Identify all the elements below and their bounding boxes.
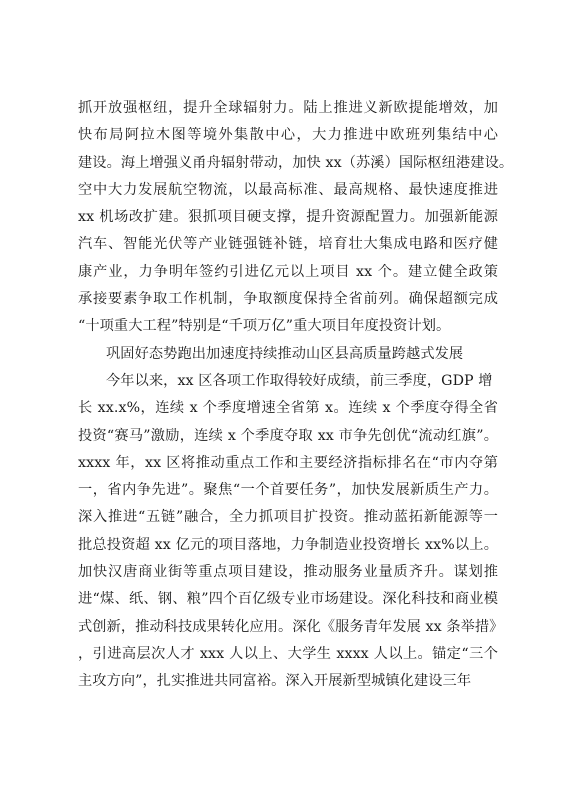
paragraph-line: 进“煤、纸、钢、粮”四个百亿级专业市场建设。深化科技和商业模 — [78, 591, 498, 608]
document-body — [78, 95, 514, 696]
paragraph-line: 抓开放强枢纽，提升全球辐射力。陆上推进义新欧提能增效，加 — [78, 100, 498, 116]
paragraph-line: ，引进高层次人才 xxx 人以上、大学生 xxxx 人以上。锚定“三个 — [78, 645, 498, 662]
paragraph-line: 一，省内争先进”。聚焦“一个首要任务”，加快发展新质生产力。 — [78, 482, 498, 499]
paragraph-line: 承接要素争取工作机制，争取额度保持全省前列。确保超额完成 — [78, 291, 498, 308]
paragraph-line: 康产业，力争明年签约引进亿元以上项目 xx 个。建立健全政策 — [78, 263, 498, 280]
paragraph-line: 加快汉唐商业街等重点项目建设，推动服务业量质齐升。谋划推 — [78, 564, 498, 581]
paragraph-line: 批总投资超 xx 亿元的项目落地，力争制造业投资增长 xx%以上。 — [78, 536, 498, 553]
section-heading: 巩固好态势跑出加速度持续推动山区县高质量跨越式发展 — [106, 345, 464, 362]
paragraph-line: 长 xx.x%，连续 x 个季度增速全省第 x。连续 x 个季度夺得全省 — [78, 400, 498, 417]
paragraph-line: 深入推进“五链”融合，全力抓项目扩投资。推动蓝拓新能源等一 — [78, 509, 498, 526]
paragraph-line: “十项重大工程”特别是“千项万亿”重大项目年度投资计划。 — [78, 318, 451, 335]
paragraph-line: 空中大力发展航空物流，以最高标准、最高规格、最快速度推进 — [78, 181, 498, 198]
paragraph-line: xx 机场改扩建。狠抓项目硬支撑，提升资源配置力。加强新能源 — [78, 209, 498, 226]
paragraph-line: xxxx 年，xx 区将推动重点工作和主要经济指标排名在“市内夺第 — [78, 454, 498, 471]
paragraph-line: 投资“赛马”激励，连续 x 个季度夺取 xx 市争先创优“流动红旗”。 — [78, 427, 498, 444]
paragraph-line: 式创新，推动科技成果转化应用。深化《服务青年发展 xx 条举措》 — [78, 618, 504, 635]
paragraph-line: 主攻方向”，扎实推进共同富裕。深入开展新型城镇化建设三年 — [78, 673, 472, 690]
paragraph-line: 建设。海上增强义甬舟辐射带动，加快 xx（苏溪）国际枢纽港建设。 — [78, 154, 514, 171]
paragraph-line: 快布局阿拉木图等境外集散中心，大力推进中欧班列集结中心 — [78, 127, 498, 144]
paragraph-line: 今年以来，xx 区各项工作取得较好成绩，前三季度，GDP 增 — [106, 372, 493, 389]
paragraph-line: 汽车、智能光伏等产业链强链补链，培育壮大集成电路和医疗健 — [78, 236, 498, 253]
